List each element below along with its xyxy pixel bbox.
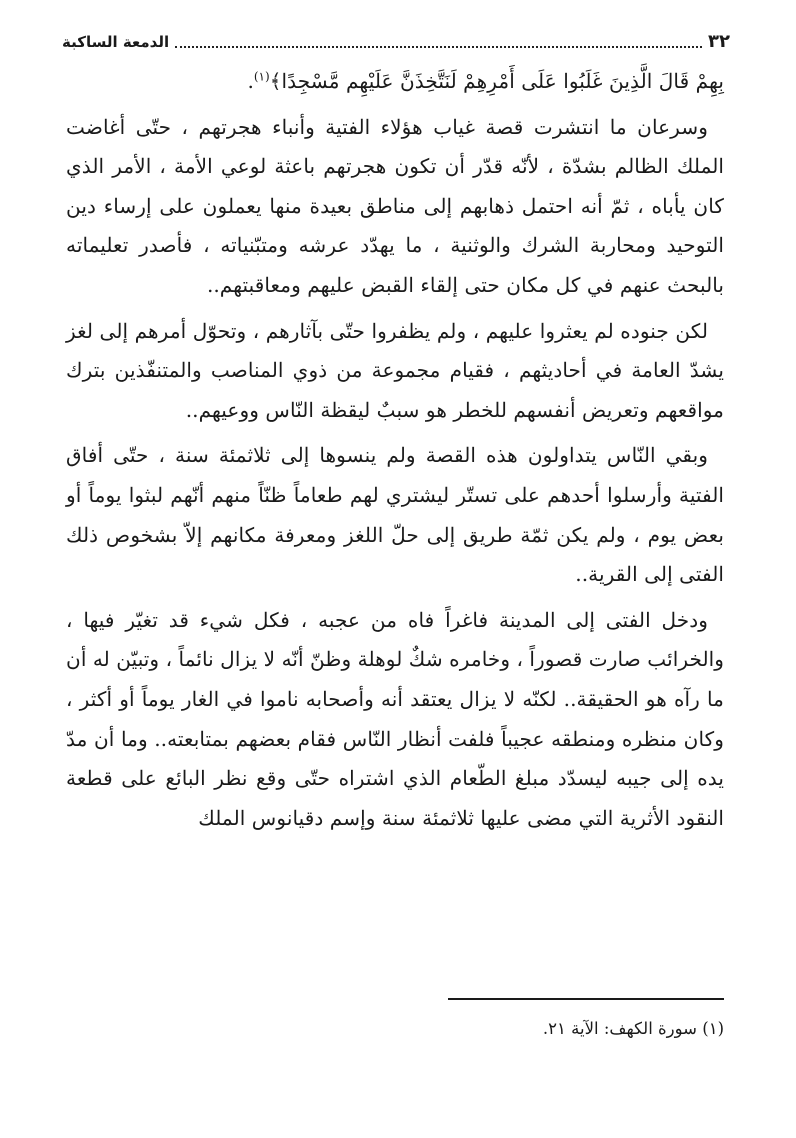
page-number: ٣٢ (708, 31, 730, 52)
footnote: (١) سورة الكهف: الآية ٢١. (542, 1019, 724, 1038)
running-title: الدمعة الساكبة (62, 33, 170, 51)
page-header (62, 28, 730, 52)
quran-quote: بِهِمْ قَالَ الَّذِينَ غَلَبُوا عَلَى أَمْرِهِمْ لَنَتَّخِذَنَّ عَلَيْهِم مَّسْجِدًا﴾ (269, 69, 724, 93)
main-text (66, 62, 724, 844)
quran-quote-line (66, 62, 724, 102)
footnote-separator (448, 998, 724, 1000)
header-dotted-rule (175, 46, 702, 48)
quote-end: . (247, 69, 254, 93)
paragraph-2: لكن جنوده لم يعثروا عليهم ، ولم يظفروا حتّى بآثارهم ، وتحوّل أمرهم إلى لغز يشدّ العامة في أحاديثهم ، فقيام مجموعة من ذوي المناصب والمتنفّذين بترك مواقعهم وتعريض أنفسهم للخطر هو سببٌ ليقظة النّاس ووعيهم.. (66, 318, 724, 422)
footnote-marker: (١) (253, 69, 270, 84)
paragraph-1: وسرعان ما انتشرت قصة غياب هؤلاء الفتية وأنباء هجرتهم ، حتّى أغاضت الملك الظالم بشدّة ، لأنّه قدّر أن تكون هجرتهم باعثة لوعي الأمة ، الأمر الذي كان يأباه ، ثمّ أنه احتمل ذهابهم إلى مناطق بعيدة منها يعملون على إرساء دين التوحيد ومحاربة الشرك والوثنية ، ما يهدّد عرشه ومتبّنياته ، فأصدر تعليماته بالبحث عنهم في كل مكان حتى إلقاء القبض عليهم ومعاقبتهم.. (66, 114, 724, 297)
paragraph-4: ودخل الفتى إلى المدينة فاغراً فاه من عجبه ، فكل شيء قد تغيّر فيها ، والخرائب صارت قصوراً ، وخامره شكٌ لوهلة وظنّ أنّه لا يزال نائماً ، وتبيّن له أن ما رآه هو الحقيقة.. لكنّه لا يزال يعتقد أنه وأصحابه ناموا في الغار يوماً أو أكثر ، وكان منظره ومنطقه عجيباً فلفت أنظار النّاس فقام بعضهم بمتابعته.. وما أن مدّ يده إلى جيبه ليسدّد مبلغ الطّعام الذي اشتراه حتّى وقع نظر البائع على قطعة النقود الأثرية التي مضى عليها ثلاثمئة سنة وإسم دقيانوس الملك (66, 607, 724, 830)
paragraph-3: وبقي النّاس يتداولون هذه القصة ولم ينسوها إلى ثلاثمئة سنة ، حتّى أفاق الفتية وأرسلوا أحدهم على تستّر ليشتري لهم طعاماً ظنّاً منهم أنّهم لبثوا يوماً أو بعض يوم ، ولم يكن ثمّة طريق إلى حلّ اللغز ومعرفة مكانهم إلاّ بشخوص ذلك الفتى إلى القرية.. (66, 443, 724, 587)
